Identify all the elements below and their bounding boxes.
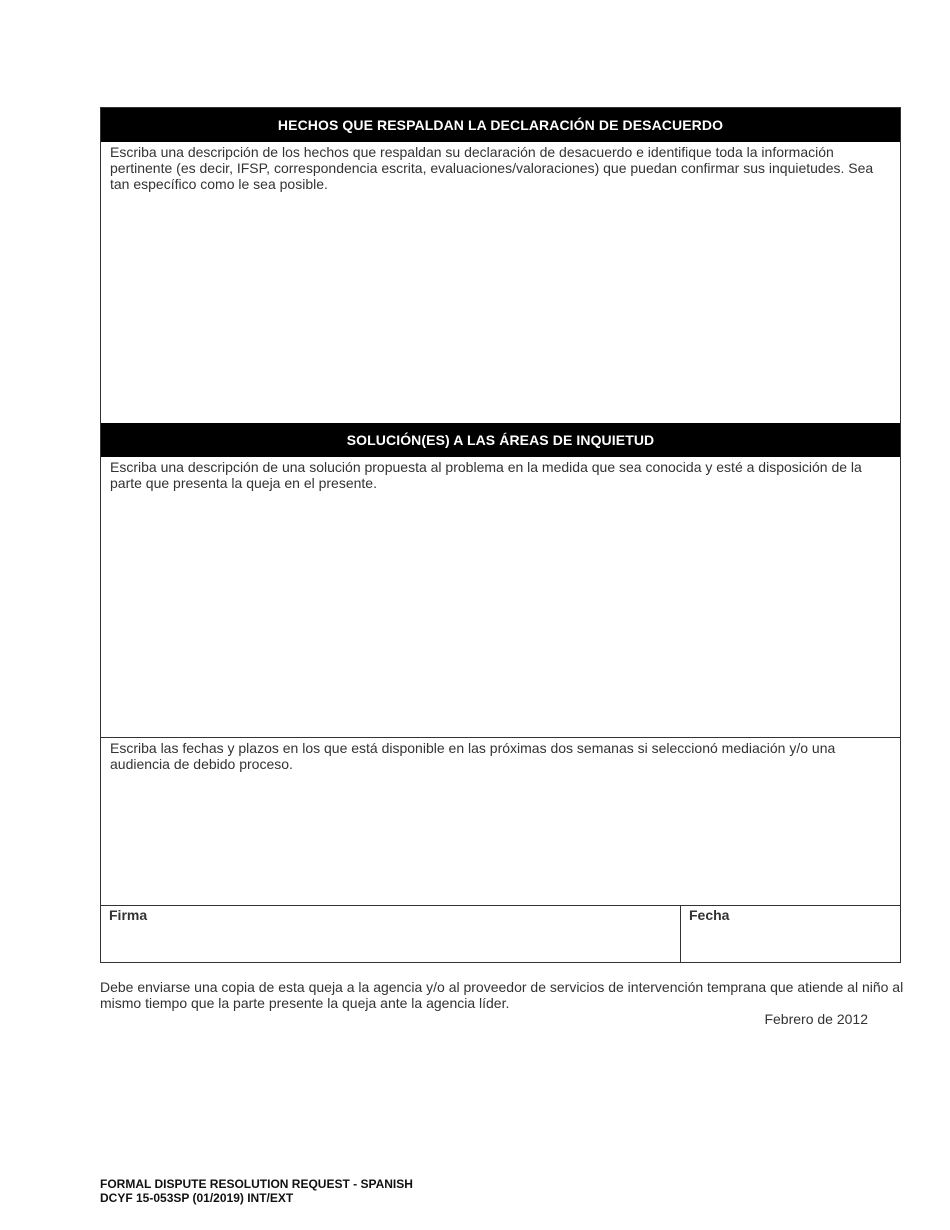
signature-row [101,905,900,962]
solutions-text-area[interactable] [101,457,900,737]
date-label: Fecha [689,907,730,923]
dispute-form [100,107,901,963]
solutions-instructions: Escriba una descripción de una solución propuesta al problema en la medida que sea conocida y esté a disposición de la parte que presenta la queja en el presente. [110,459,862,491]
facts-instructions: Escriba una descripción de los hechos que respaldan su declaración de desacuerdo e identifique toda la información pertinente (es decir, IFSP, correspondencia escrita, evaluaciones/valoraciones) que puedan confirmar sus inquietudes. Sea tan específico como le sea posible. [110,144,874,192]
footer-title: FORMAL DISPUTE RESOLUTION REQUEST - SPANISH [100,1177,413,1191]
date-field[interactable] [681,906,900,962]
availability-text-area[interactable] [101,737,900,905]
revision-date: Febrero de 2012 [764,1011,868,1027]
form-footer [100,1177,413,1205]
facts-section-header: HECHOS QUE RESPALDAN LA DECLARACIÓN DE DESACUERDO [101,108,900,142]
availability-instructions: Escriba las fechas y plazos en los que está disponible en las próximas dos semanas si seleccionó mediación y/o una audiencia de debido proceso. [110,740,836,772]
solutions-section-header: SOLUCIÓN(ES) A LAS ÁREAS DE INQUIETUD [101,423,900,457]
signature-field[interactable] [101,906,681,962]
facts-text-area[interactable] [101,142,900,423]
footer-form-number: DCYF 15-053SP (01/2019) INT/EXT [100,1191,294,1205]
copy-notice: Debe enviarse una copia de esta queja a la agencia y/o al proveedor de servicios de intervención temprana que atiende al niño al mismo tiempo que la parte presente la queja ante la agencia líder. [100,979,904,1011]
signature-label: Firma [109,907,148,923]
